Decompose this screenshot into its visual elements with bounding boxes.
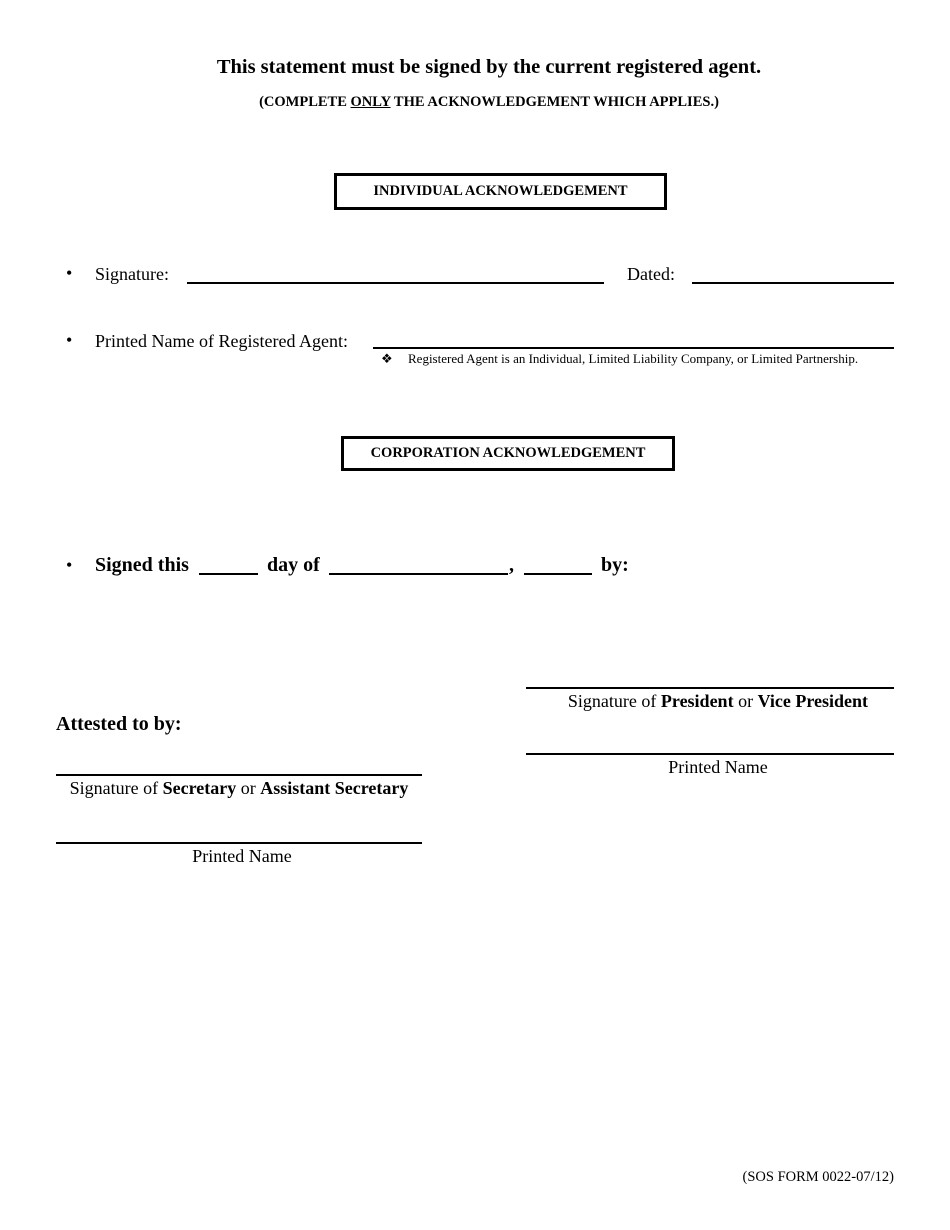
caption-role-vice-president: Vice President [757, 691, 869, 711]
printed-name-line[interactable] [373, 347, 894, 349]
diamond-bullet-icon: ❖ [381, 351, 393, 366]
signature-label: Signature: [95, 264, 169, 284]
bullet-icon: • [66, 330, 73, 350]
form-id: (SOS FORM 0022-07/12) [742, 1169, 894, 1185]
signed-this-label: Signed this [95, 554, 189, 576]
secretary-signature-caption [56, 778, 422, 799]
subtitle-prefix: (COMPLETE [259, 94, 351, 110]
month-line[interactable] [329, 573, 508, 575]
president-printed-name-caption: Printed Name [668, 757, 768, 777]
comma-label: , [509, 554, 514, 576]
year-line[interactable] [524, 573, 592, 575]
day-of-label: day of [267, 554, 320, 576]
registered-agent-note: Registered Agent is an Individual, Limited Liability Company, or Limited Partnership. [408, 351, 859, 366]
subtitle-suffix: THE ACKNOWLEDGEMENT WHICH APPLIES.) [390, 94, 719, 110]
subtitle-emphasis: ONLY [350, 94, 391, 110]
caption-role-assistant-secretary: Assistant Secretary [260, 778, 409, 798]
president-printed-name-line[interactable] [526, 753, 894, 755]
caption-prefix: Signature of [567, 691, 661, 711]
signature-line[interactable] [187, 282, 604, 284]
president-signature-caption [526, 691, 910, 712]
printed-name-label: Printed Name of Registered Agent: [95, 331, 348, 351]
attested-to-by-label: Attested to by: [56, 713, 182, 735]
secretary-signature-line[interactable] [56, 774, 422, 776]
corporation-acknowledgement-heading: CORPORATION ACKNOWLEDGEMENT [341, 436, 675, 471]
day-line[interactable] [199, 573, 258, 575]
caption-or: or [733, 691, 758, 711]
bullet-icon: • [66, 263, 73, 283]
page-subtitle [0, 94, 950, 111]
caption-prefix: Signature of [69, 778, 163, 798]
page-title: This statement must be signed by the current registered agent. [216, 56, 762, 78]
secretary-printed-name-line[interactable] [56, 842, 422, 844]
president-signature-line[interactable] [526, 687, 894, 689]
by-label: by: [601, 554, 629, 576]
caption-or: or [236, 778, 261, 798]
caption-role-president: President [660, 691, 734, 711]
caption-role-secretary: Secretary [162, 778, 237, 798]
secretary-printed-name-caption: Printed Name [192, 846, 292, 866]
bullet-icon: • [66, 555, 73, 575]
dated-line[interactable] [692, 282, 894, 284]
individual-acknowledgement-heading: INDIVIDUAL ACKNOWLEDGEMENT [334, 173, 667, 210]
dated-label: Dated: [627, 264, 675, 284]
